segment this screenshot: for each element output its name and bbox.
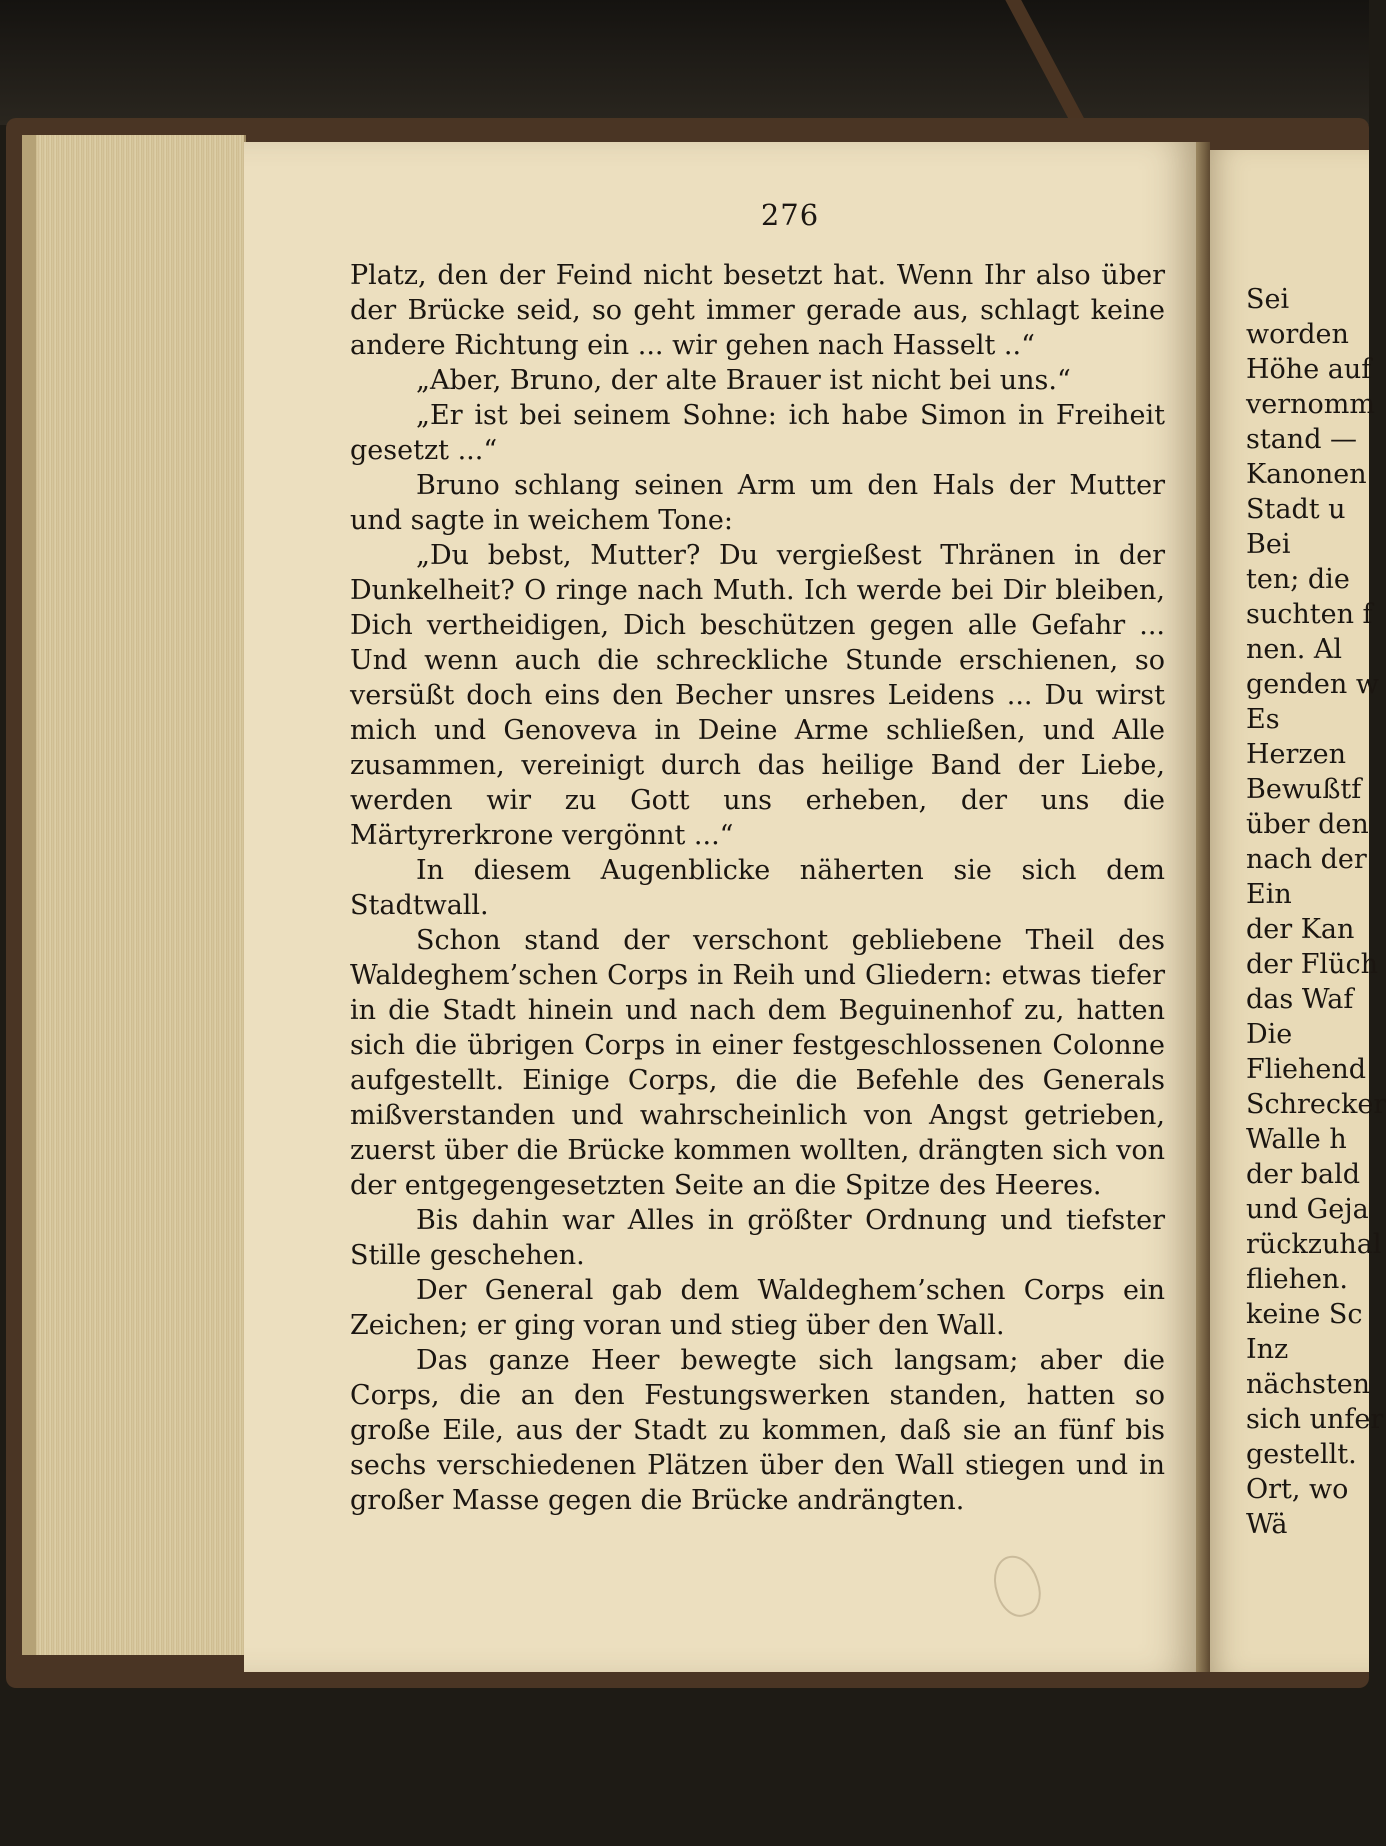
facing-page-line: Stadt u — [1246, 494, 1346, 525]
facing-page-line: Fliehend — [1246, 1054, 1367, 1085]
paragraph: In diesem Augenblicke näherten sie sich dem Stadtwall. — [350, 855, 1165, 921]
page-block-edges — [22, 135, 246, 1655]
facing-page-line: Walle h — [1246, 1124, 1347, 1155]
paragraph: Das ganze Heer bewegte sich langsam; aber die Corps, die an den Festungswerken standen, hatten so große Eile, aus der Stadt zu kommen, daß sie an fünf bis sechs verschiedenen Plätzen über den Wall stiegen und in großer Masse gegen die Brücke andrängten. — [350, 1345, 1165, 1516]
paragraph: Bis dahin war Alles in größter Ordnung und tiefster Stille geschehen. — [350, 1205, 1165, 1271]
facing-page-line: rückzuhal — [1246, 1229, 1382, 1260]
paragraph: Schon stand der verschont gebliebene Theil des Waldeghem’schen Corps in Reih und Gliedern: etwas tiefer in die Stadt hinein und nach dem Beguinenhof zu, hatten sich die übrigen Corps in einer festgeschlossenen Colonne aufgestellt. Einige Corps, die die Befehle des Generals mißverstanden und wahrscheinlich von Angst getrieben, zuerst über die Brücke kommen wollten, drängten sich von der entgegengesetzten Seite an die Spitze des Heeres. — [350, 925, 1165, 1201]
facing-page-line: über den — [1246, 809, 1369, 840]
facing-page-line: nen. Al — [1246, 634, 1343, 665]
page-number: 276 — [760, 198, 820, 232]
facing-page-line: nächsten — [1246, 1369, 1371, 1400]
paragraph: „Er ist bei seinem Sohne: ich habe Simon in Freiheit gesetzt ...“ — [350, 400, 1165, 466]
facing-page-line: Die — [1246, 1019, 1293, 1050]
facing-page-line: Ort, wo — [1246, 1474, 1349, 1505]
facing-page-line: worden — [1246, 319, 1349, 350]
facing-page-line: sich unfer — [1246, 1404, 1384, 1435]
paragraph: Der General gab dem Waldeghem’schen Corps ein Zeichen; er ging voran und stieg über den Wall. — [350, 1275, 1165, 1341]
facing-page-line: Ein — [1246, 879, 1292, 910]
facing-page-line: Höhe auf — [1246, 354, 1372, 385]
facing-page-line: Bewußtf — [1246, 774, 1362, 805]
facing-page-line: der Kan — [1246, 914, 1355, 945]
facing-page-line: fliehen. — [1246, 1264, 1348, 1295]
background-top — [0, 0, 1369, 125]
facing-page-line: vernomm — [1246, 389, 1375, 420]
facing-page-line: Inz — [1246, 1334, 1289, 1365]
paragraph: Platz, den der Feind nicht besetzt hat. Wenn Ihr also über der Brücke seid, so geht immer gerade aus, schlagt keine andere Richtung ein ... wir gehen nach Hasselt ..“ — [350, 260, 1165, 361]
facing-page-line: keine Sc — [1246, 1299, 1363, 1330]
facing-page-line: genden w — [1246, 669, 1379, 700]
page-body-text — [350, 258, 1165, 1518]
facing-page-line: gestellt. — [1246, 1439, 1357, 1470]
facing-page-line: Es — [1246, 704, 1280, 735]
facing-page-line: stand — — [1246, 424, 1358, 455]
paragraph: „Du bebst, Mutter? Du vergießest Thränen in der Dunkelheit? O ringe nach Muth. Ich werde bei Dir bleiben, Dich vertheidigen, Dich beschützen gegen alle Gefahr ... Und wenn auch die schreckliche Stunde erschienen, so versüßt doch eins den Becher unsres Leidens ... Du wirst mich und Genoveva in Deine Arme schließen, und Alle zusammen, vereinigt durch das heilige Band der Liebe, werden wir zu Gott uns erheben, der uns die Märtyrerkrone vergönnt ...“ — [350, 540, 1165, 851]
facing-page-line: das Waf — [1246, 984, 1354, 1015]
book-gutter — [1196, 142, 1210, 1672]
cover-edge — [22, 135, 36, 1655]
facing-page-line: ten; die — [1246, 564, 1350, 595]
facing-page-line: Wä — [1246, 1509, 1288, 1540]
facing-page-line: und Geja — [1246, 1194, 1369, 1225]
facing-page-line: Bei — [1246, 529, 1291, 560]
facing-page-line: Sei — [1246, 284, 1290, 315]
paragraph: „Aber, Bruno, der alte Brauer ist nicht bei uns.“ — [416, 365, 1071, 396]
facing-page-line: Herzen — [1246, 739, 1347, 770]
facing-page-text — [1246, 282, 1386, 1542]
facing-page-line: nach der — [1246, 844, 1367, 875]
facing-page-line: der bald — [1246, 1159, 1361, 1190]
facing-page-line: der Flüch — [1246, 949, 1379, 980]
paragraph: Bruno schlang seinen Arm um den Hals der Mutter und sagte in weichem Tone: — [350, 470, 1165, 536]
facing-page-line: Schrecker — [1246, 1089, 1386, 1120]
facing-page-line: suchten f — [1246, 599, 1373, 630]
facing-page-line: Kanonen — [1246, 459, 1367, 490]
